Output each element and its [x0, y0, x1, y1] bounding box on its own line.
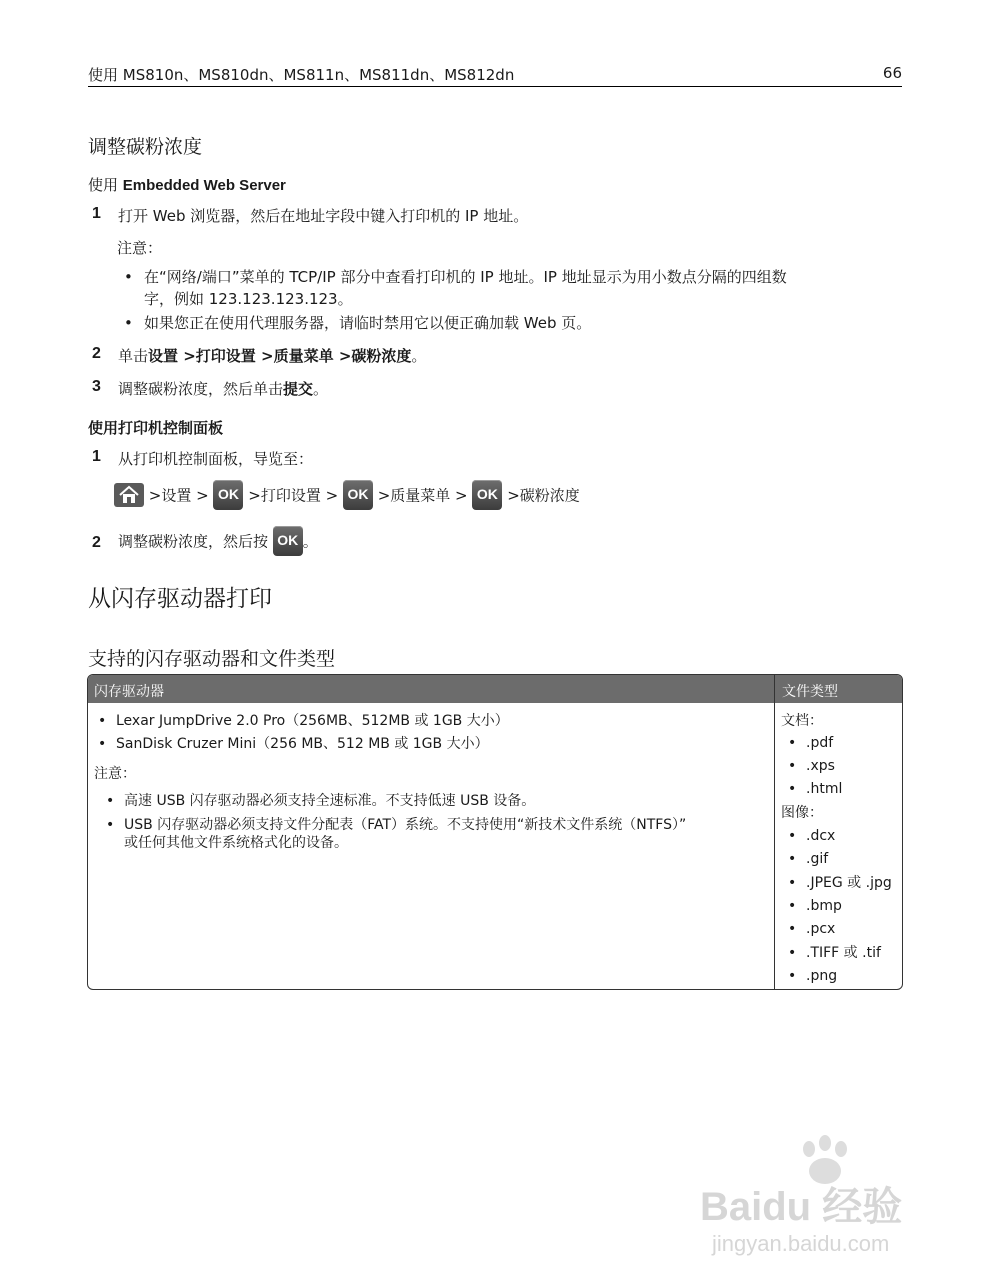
bullet-icon: • — [788, 735, 797, 751]
file-type-item — [788, 733, 898, 753]
watermark-brand: Baidu 经验 — [700, 1185, 903, 1229]
bullet-icon: • — [124, 314, 133, 332]
ews-heading — [88, 174, 286, 195]
file-type-item — [788, 756, 898, 776]
drive-item — [98, 711, 758, 731]
step-number: 1 — [92, 448, 101, 465]
ews-heading-prefix: 使用 — [88, 176, 123, 194]
column-divider — [774, 675, 775, 989]
ews-note-1-line1: 在“网络/端口”菜单的 TCP/IP 部分中查看打印机的 IP 地址。IP 地址显示为用小数点分隔的四组数 — [144, 268, 787, 286]
step-text — [118, 345, 426, 366]
file-type-text: .xps — [806, 758, 835, 774]
bullet-icon: • — [124, 268, 133, 286]
drive-text: SanDisk Cruzer Mini（256 MB、512 MB 或 1GB 大小） — [116, 736, 489, 752]
bullet-icon: • — [788, 898, 797, 914]
file-type-text: .gif — [806, 851, 829, 867]
step-text: 从打印机控制面板，导览至： — [118, 450, 314, 468]
section-subtitle-supported: 支持的闪存驱动器和文件类型 — [88, 648, 336, 670]
nav-settings: >设置 > — [148, 486, 209, 505]
bullet-icon: • — [788, 921, 797, 937]
file-type-item — [788, 873, 898, 893]
panel-step-1 — [92, 448, 892, 468]
nav-print-settings: >打印设置 > — [248, 486, 339, 505]
panel-heading: 使用打印机控制面板 — [88, 419, 224, 437]
table-note-1 — [106, 791, 766, 811]
bullet-icon: • — [788, 781, 797, 797]
step2-text: 调整碳粉浓度，然后按 — [118, 532, 269, 551]
table-note-2 — [106, 815, 766, 855]
step2-text-c: 。 — [411, 347, 427, 365]
col-header-drives: 闪存驱动器 — [94, 684, 164, 700]
file-type-item — [788, 943, 898, 963]
table-note-label: 注意： — [94, 766, 136, 782]
step3-text-a: 调整碳粉浓度，然后单击 — [118, 380, 284, 398]
ok-button-icon[interactable]: OK — [343, 480, 373, 510]
step-text — [118, 526, 318, 556]
file-type-item — [788, 779, 898, 799]
ok-button-icon[interactable]: OK — [273, 526, 303, 556]
ews-note-1 — [124, 266, 904, 310]
bullet-icon: • — [788, 851, 797, 867]
file-type-text: .png — [806, 968, 838, 984]
ok-button-icon[interactable]: OK — [213, 480, 243, 510]
step-number: 2 — [92, 345, 101, 362]
watermark-url: jingyan.baidu.com — [712, 1231, 890, 1256]
file-type-text: .JPEG 或 .jpg — [806, 875, 892, 891]
bullet-icon: • — [788, 945, 797, 961]
page-number: 66 — [882, 64, 902, 82]
table-note-1-text: 高速 USB 闪存驱动器必须支持全速标准。不支持低速 USB 设备。 — [124, 793, 536, 809]
table-note-2-line1: USB 闪存驱动器必须支持文件分配表（FAT）系统。不支持使用“新技术文件系统（NTFS）” — [124, 817, 687, 833]
section-title-toner-darkness: 调整碳粉浓度 — [88, 136, 203, 158]
ews-note-2 — [124, 312, 904, 334]
ews-heading-bold: Embedded Web Server — [122, 177, 286, 194]
step-number: 3 — [92, 378, 101, 395]
file-type-text: .bmp — [806, 898, 842, 914]
step-text — [118, 378, 328, 399]
file-type-text: .TIFF 或 .tif — [806, 945, 881, 961]
ews-note-1-line2: 字，例如 123.123.123.123。 — [144, 290, 353, 308]
page-header — [88, 64, 902, 87]
file-type-text: .html — [806, 781, 843, 797]
step2-end: 。 — [302, 532, 318, 551]
file-type-item — [788, 849, 898, 869]
step-number: 2 — [92, 534, 101, 551]
drive-text: Lexar JumpDrive 2.0 Pro（256MB、512MB 或 1GB 大小） — [116, 713, 509, 729]
file-type-item — [788, 826, 898, 846]
panel-step-2 — [92, 534, 892, 554]
ews-note-2-text: 如果您正在使用代理服务器，请临时禁用它以便正确加载 Web 页。 — [144, 314, 592, 332]
bullet-icon: • — [788, 875, 797, 891]
header-title: 使用 MS810n、MS810dn、MS811n、MS811dn、MS812dn — [88, 66, 515, 84]
bullet-icon: • — [98, 736, 107, 752]
step2-text-a: 单击 — [118, 347, 149, 365]
nav-toner-darkness: >碳粉浓度 — [507, 486, 580, 505]
file-type-text: .dcx — [806, 828, 836, 844]
ews-step-3 — [92, 378, 892, 398]
panel-nav-path — [114, 480, 580, 510]
file-type-text: .pcx — [806, 921, 836, 937]
ews-step-1 — [92, 205, 892, 225]
file-type-item — [788, 966, 898, 986]
drive-item — [98, 734, 758, 754]
ews-step-2 — [92, 345, 892, 365]
bullet-icon: • — [106, 817, 115, 833]
table-header — [88, 675, 902, 703]
bullet-icon: • — [788, 758, 797, 774]
file-type-item — [788, 919, 898, 939]
section-title-flash-print: 从闪存驱动器打印 — [88, 586, 272, 612]
step-number: 1 — [92, 205, 101, 222]
step3-text-c: 。 — [313, 380, 329, 398]
bullet-icon: • — [788, 968, 797, 984]
supported-drives-table — [87, 674, 903, 990]
file-type-text: .pdf — [806, 735, 834, 751]
step-text: 打开 Web 浏览器，然后在地址字段中键入打印机的 IP 地址。 — [118, 207, 529, 225]
step2-menu-path: 设置 >打印设置 >质量菜单 >碳粉浓度 — [148, 347, 412, 365]
ews-note-label: 注意： — [117, 239, 163, 257]
bullet-icon: • — [788, 828, 797, 844]
baidu-watermark — [700, 1135, 940, 1265]
file-type-item — [788, 896, 898, 916]
bullet-icon: • — [98, 713, 107, 729]
nav-quality-menu: >质量菜单 > — [377, 486, 468, 505]
bullet-icon: • — [106, 793, 115, 809]
ok-button-icon[interactable]: OK — [472, 480, 502, 510]
home-icon[interactable] — [114, 483, 144, 507]
images-label: 图像： — [781, 805, 823, 821]
submit-label: 提交 — [283, 380, 314, 398]
docs-label: 文档： — [781, 713, 823, 729]
col-header-file-types: 文件类型 — [782, 684, 838, 700]
table-note-2-line2: 或任何其他文件系统格式化的设备。 — [124, 835, 348, 851]
